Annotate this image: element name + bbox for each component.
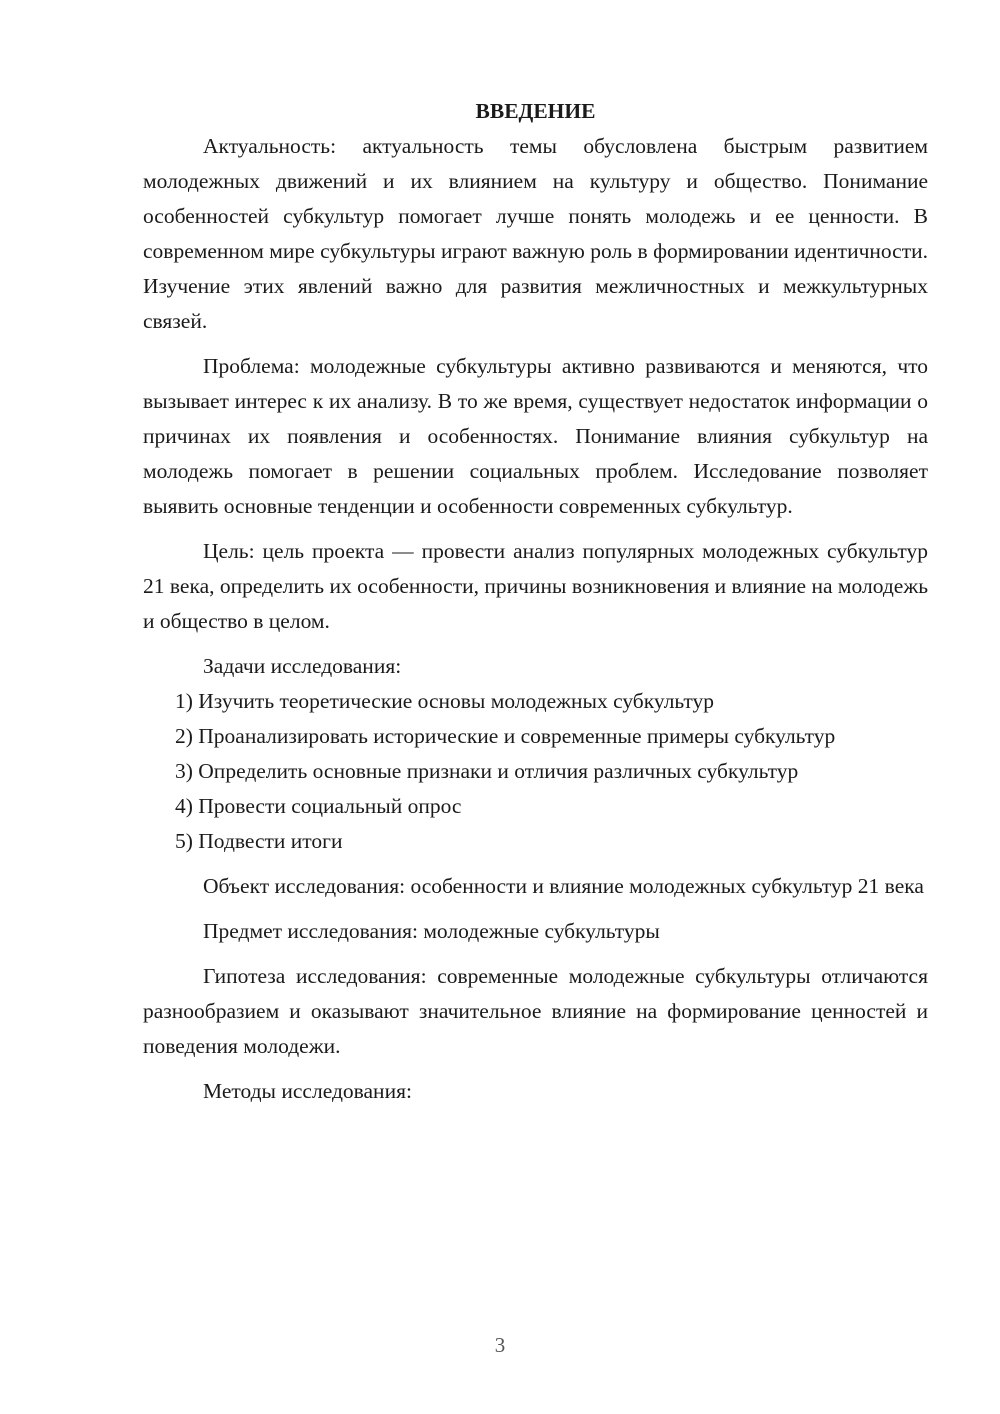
goal-paragraph: Цель: цель проекта — провести анализ популярных молодежных субкультур 21 века, определить их особенности, причины возникновения и влияние на молодежь и общество в целом. <box>143 539 928 633</box>
section-title: ВВЕДЕНИЕ <box>475 99 596 123</box>
task-item-5: 5) Подвести итоги <box>175 829 343 853</box>
subject-paragraph: Предмет исследования: молодежные субкультуры <box>203 919 660 943</box>
hypothesis-paragraph: Гипотеза исследования: современные молодежные субкультуры отличаются разнообразием и оказывают значительное влияние на формирование ценностей и поведения молодежи. <box>143 964 928 1058</box>
page-number: 3 <box>494 1333 506 1357</box>
methods-heading: Методы исследования: <box>203 1079 412 1103</box>
task-item-2: 2) Проанализировать исторические и современные примеры субкультур <box>175 724 836 748</box>
problem-paragraph: Проблема: молодежные субкультуры активно развиваются и меняются, что вызывает интерес к их анализу. В то же время, существует недостаток информации о причинах их появления и особенностях. Понимание влияния субкультур на молодежь помогает в решении социальных проблем. Исследование позволяет выявить основные тенденции и особенности современных субкультур. <box>143 354 928 518</box>
relevance-paragraph: Актуальность: актуальность темы обусловлена быстрым развитием молодежных движений и их влиянием на культуру и общество. Понимание особенностей субкультур помогает лучше понять молодежь и ее ценности. В современном мире субкультуры играют важную роль в формировании идентичности. Изучение этих явлений важно для развития межличностных и межкультурных связей. <box>143 134 928 333</box>
task-item-3: 3) Определить основные признаки и отличия различных субкультур <box>175 759 799 783</box>
task-item-4: 4) Провести социальный опрос <box>175 794 462 818</box>
task-item-1: 1) Изучить теоретические основы молодежных субкультур <box>175 689 715 713</box>
object-paragraph: Объект исследования: особенности и влияние молодежных субкультур 21 века <box>203 874 924 898</box>
tasks-heading: Задачи исследования: <box>203 654 402 678</box>
page-body <box>143 94 928 1109</box>
